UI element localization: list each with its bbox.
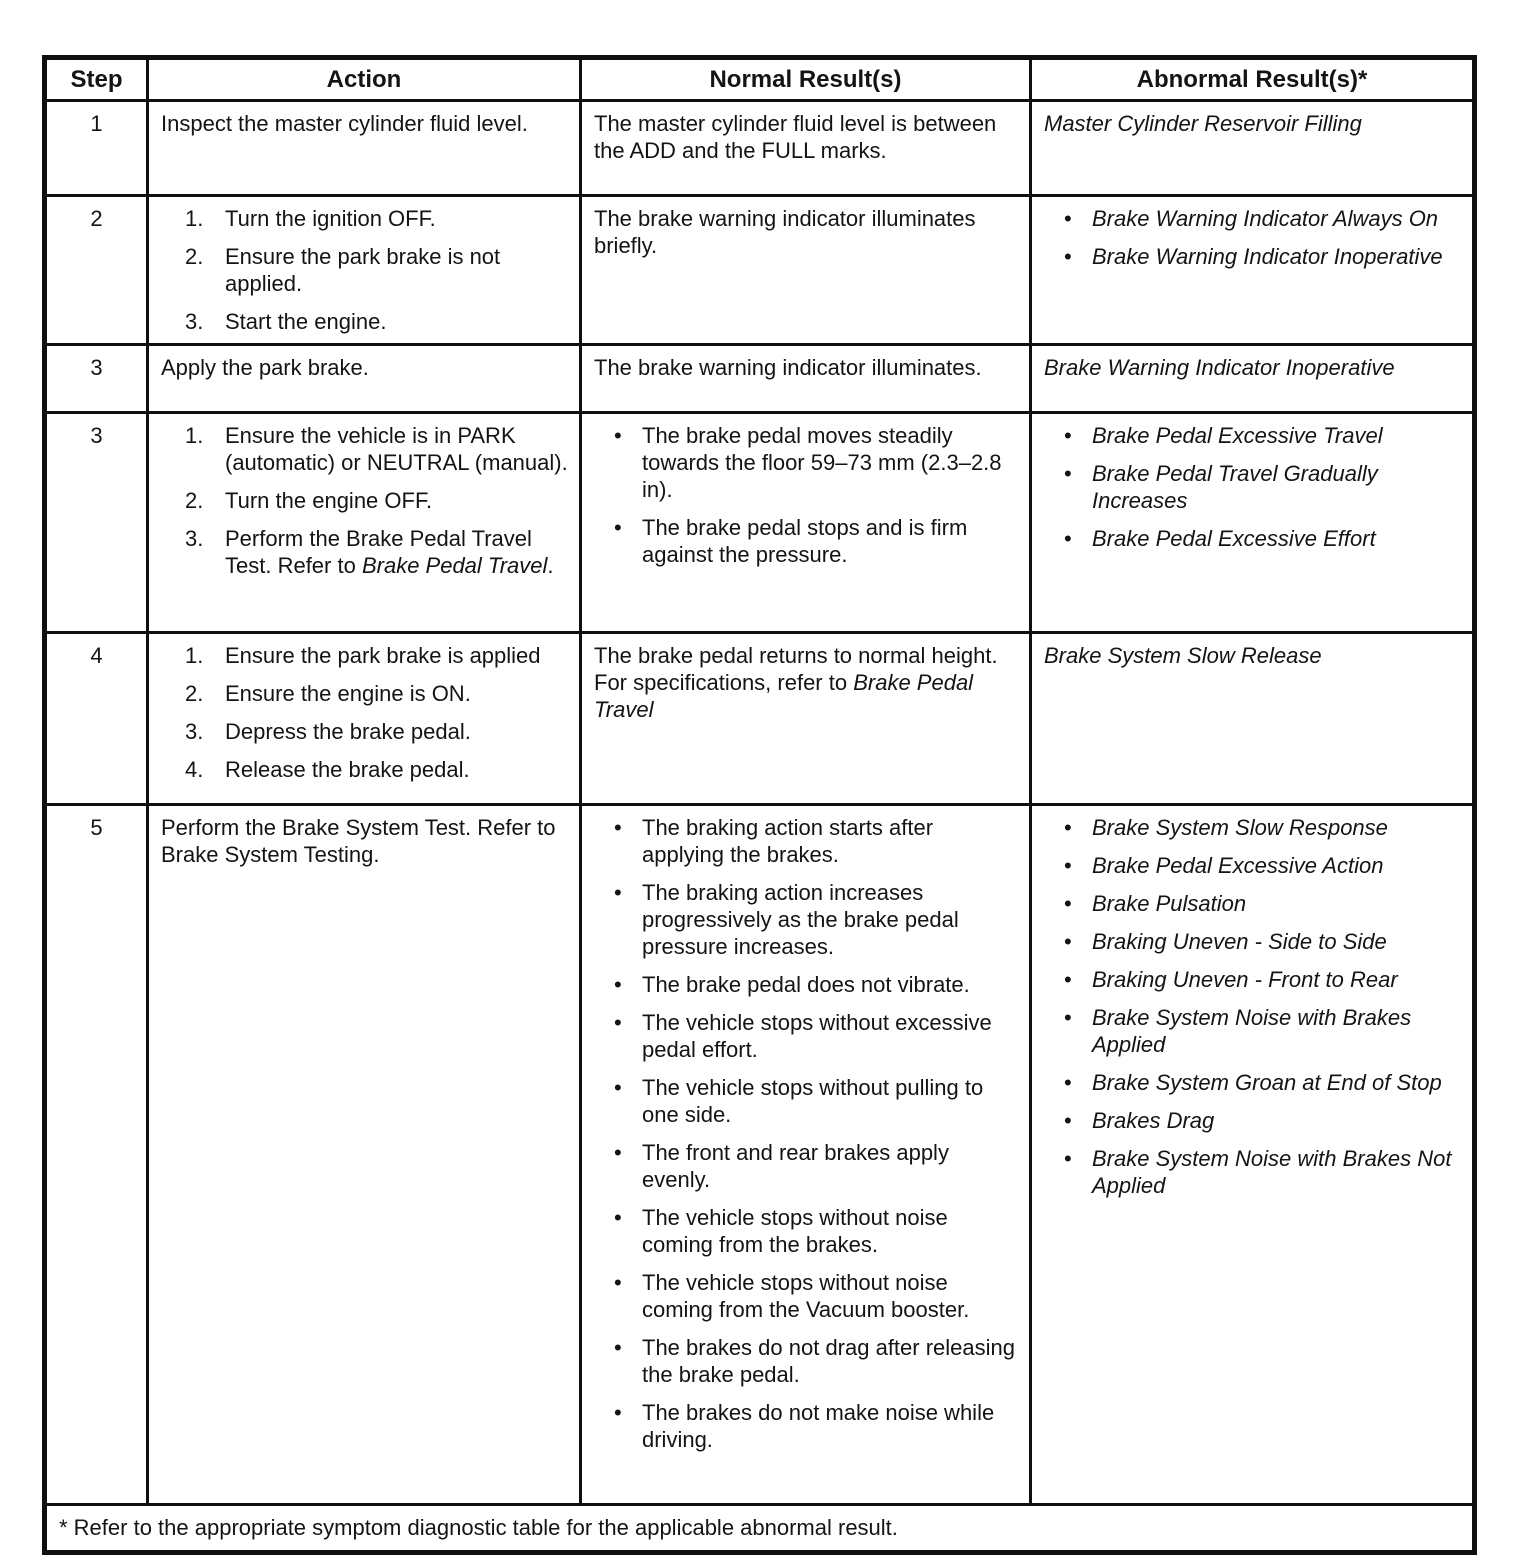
italic-text: Brake System Noise with Brakes Applied (1092, 1005, 1412, 1057)
list-item (159, 205, 569, 232)
list-item (159, 422, 569, 476)
normal-result-cell (581, 196, 1031, 345)
step-number: 3 (45, 413, 148, 633)
table-footer (45, 1505, 1475, 1553)
italic-text: Brake Pedal Travel (361, 553, 548, 578)
text-block (159, 814, 569, 868)
normal-result-cell (581, 633, 1031, 805)
list-item (592, 1009, 1019, 1063)
list-item (1042, 1069, 1462, 1096)
text: . (547, 553, 554, 578)
step-number: 3 (45, 345, 148, 413)
italic-text: Brake Warning Indicator Inoperative (1044, 355, 1395, 380)
action-cell (148, 805, 581, 1505)
list-item (1042, 966, 1462, 993)
header-abnormal-results: Abnormal Result(s)* (1031, 58, 1475, 101)
abnormal-result-cell (1031, 413, 1475, 633)
list-item (159, 308, 569, 335)
text: The brakes do not drag after releasing the brake pedal. (642, 1335, 1016, 1387)
header-step: Step (45, 58, 148, 101)
table-header (45, 58, 1475, 101)
list-item (1042, 890, 1462, 917)
action-cell (148, 413, 581, 633)
text: Depress the brake pedal. (225, 719, 471, 744)
list-item (1042, 1004, 1462, 1058)
table-row (45, 345, 1475, 413)
text: The brake pedal stops and is firm against the pressure. (642, 515, 968, 567)
italic-text: Braking Uneven - Front to Rear (1092, 967, 1398, 992)
normal-result-cell (581, 101, 1031, 196)
bullet-list (592, 814, 1019, 1453)
normal-result-cell (581, 413, 1031, 633)
list-item (1042, 205, 1462, 232)
list-item (159, 642, 569, 669)
text-block (592, 354, 1019, 381)
table-row (45, 633, 1475, 805)
text: Turn the ignition OFF. (225, 206, 436, 231)
text: Start the engine. (225, 309, 387, 334)
list-item (592, 814, 1019, 868)
action-cell (148, 633, 581, 805)
table-body (45, 101, 1475, 1505)
list-item (592, 1074, 1019, 1128)
bullet-list (1042, 205, 1462, 270)
list-item (159, 525, 569, 579)
text-block (1042, 642, 1462, 669)
text: The master cylinder fluid level is between the ADD and the FULL marks. (594, 111, 997, 163)
italic-text: Brake Pedal Excessive Action (1092, 853, 1384, 878)
text: Inspect the master cylinder fluid level. (161, 111, 528, 136)
italic-text: Brakes Drag (1092, 1108, 1215, 1133)
text-block (159, 110, 569, 137)
text: Perform the Brake System Test. Refer to Brake System Testing. (161, 815, 556, 867)
list-item (159, 487, 569, 514)
numbered-list (159, 642, 569, 783)
list-item (1042, 928, 1462, 955)
text: The vehicle stops without noise coming from the Vacuum booster. (642, 1270, 970, 1322)
list-item (592, 1139, 1019, 1193)
header-action: Action (148, 58, 581, 101)
text: The brake pedal returns to normal height. For specifications, refer to (594, 643, 998, 695)
table-row (45, 101, 1475, 196)
list-item (1042, 1145, 1462, 1199)
text: The brake warning indicator illuminates briefly. (594, 206, 976, 258)
footnote: * Refer to the appropriate symptom diagnostic table for the applicable abnormal result. (45, 1505, 1475, 1553)
italic-text: Brake System Slow Release (1044, 643, 1322, 668)
list-item (159, 243, 569, 297)
list-item (1042, 525, 1462, 552)
abnormal-result-cell (1031, 196, 1475, 345)
text: Release the brake pedal. (225, 757, 470, 782)
text: Ensure the park brake is not applied. (225, 244, 501, 296)
step-number: 2 (45, 196, 148, 345)
text-block (159, 354, 569, 381)
text: The vehicle stops without excessive pedal effort. (642, 1010, 992, 1062)
list-item (592, 1334, 1019, 1388)
text-block (1042, 354, 1462, 381)
table-row (45, 196, 1475, 345)
list-item (159, 756, 569, 783)
abnormal-result-cell (1031, 345, 1475, 413)
numbered-list (159, 205, 569, 335)
list-item (592, 514, 1019, 568)
italic-text: Brake Warning Indicator Inoperative (1092, 244, 1443, 269)
list-item (1042, 243, 1462, 270)
text: The brake warning indicator illuminates. (594, 355, 982, 380)
text-block (592, 642, 1019, 723)
list-item (592, 422, 1019, 503)
text: Ensure the engine is ON. (225, 681, 471, 706)
italic-text: Brake Pedal Travel (594, 670, 974, 722)
bullet-list (1042, 814, 1462, 1199)
text-block (592, 205, 1019, 259)
normal-result-cell (581, 345, 1031, 413)
list-item (592, 1269, 1019, 1323)
italic-text: Braking Uneven - Side to Side (1092, 929, 1387, 954)
list-item (1042, 814, 1462, 841)
list-item (159, 718, 569, 745)
italic-text: Brake Warning Indicator Always On (1092, 206, 1439, 231)
list-item (592, 1204, 1019, 1258)
step-number: 1 (45, 101, 148, 196)
diagnostic-table (42, 55, 1477, 1555)
header-row (45, 58, 1475, 101)
italic-text: Brake Pedal Travel Gradually Increases (1092, 461, 1378, 513)
list-item (592, 1399, 1019, 1453)
list-item (1042, 460, 1462, 514)
text: The front and rear brakes apply evenly. (642, 1140, 949, 1192)
abnormal-result-cell (1031, 101, 1475, 196)
action-cell (148, 101, 581, 196)
action-cell (148, 196, 581, 345)
text: Turn the engine OFF. (225, 488, 433, 513)
text: Apply the park brake. (161, 355, 369, 380)
abnormal-result-cell (1031, 805, 1475, 1505)
bullet-list (592, 422, 1019, 568)
text: The brakes do not make noise while driving. (642, 1400, 995, 1452)
text: The vehicle stops without pulling to one side. (642, 1075, 984, 1127)
text: The brake pedal does not vibrate. (642, 972, 970, 997)
list-item (592, 971, 1019, 998)
action-cell (148, 345, 581, 413)
abnormal-result-cell (1031, 633, 1475, 805)
italic-text: Brake Pulsation (1092, 891, 1247, 916)
text: Perform the Brake Pedal Travel Test. Refer to (225, 526, 532, 578)
list-item (1042, 1107, 1462, 1134)
list-item (592, 879, 1019, 960)
normal-result-cell (581, 805, 1031, 1505)
bullet-list (1042, 422, 1462, 552)
list-item (1042, 422, 1462, 449)
header-normal-results: Normal Result(s) (581, 58, 1031, 101)
text: The brake pedal moves steadily towards the floor 59–73 mm (2.3–2.8 in). (642, 423, 1002, 502)
numbered-list (159, 422, 569, 579)
text-block (592, 110, 1019, 164)
step-number: 4 (45, 633, 148, 805)
italic-text: Brake System Groan at End of Stop (1092, 1070, 1442, 1095)
text: Ensure the park brake is applied (225, 643, 541, 668)
text: The braking action increases progressively as the brake pedal pressure increases. (642, 880, 959, 959)
step-number: 5 (45, 805, 148, 1505)
list-item (159, 680, 569, 707)
italic-text: Master Cylinder Reservoir Filling (1044, 111, 1362, 136)
text-block (1042, 110, 1462, 137)
italic-text: Brake System Slow Response (1092, 815, 1388, 840)
text: The braking action starts after applying the brakes. (642, 815, 934, 867)
text: The vehicle stops without noise coming from the brakes. (642, 1205, 948, 1257)
table-row (45, 805, 1475, 1505)
list-item (1042, 852, 1462, 879)
italic-text: Brake Pedal Excessive Effort (1092, 526, 1376, 551)
footnote-row (45, 1505, 1475, 1553)
italic-text: Brake Pedal Excessive Travel (1092, 423, 1383, 448)
table-row (45, 413, 1475, 633)
text: Ensure the vehicle is in PARK (automatic) or NEUTRAL (manual). (225, 423, 568, 475)
italic-text: Brake System Noise with Brakes Not Applied (1092, 1146, 1452, 1198)
